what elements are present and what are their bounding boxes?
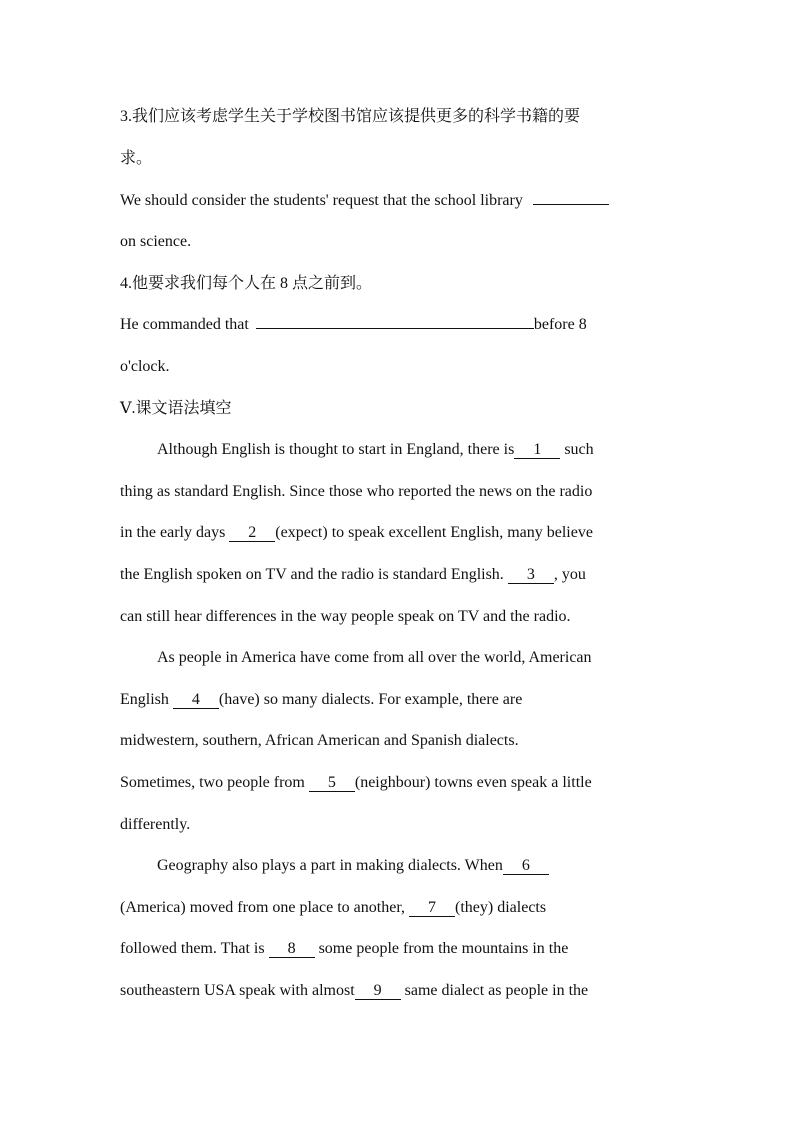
- section-title: Ⅴ.课文语法填空: [120, 400, 232, 417]
- p3-text: (they) dialects: [455, 899, 547, 916]
- p2-line5: differently.: [120, 816, 191, 833]
- p1-text: such: [560, 441, 594, 458]
- p2-line4: [120, 773, 592, 793]
- blank-8[interactable]: 8: [269, 940, 315, 958]
- p3-line4: [120, 981, 588, 1001]
- p2-text: (neighbour) towns even speak a little: [354, 774, 592, 791]
- q4-english-pre: He commanded that: [120, 316, 249, 333]
- q4-english-line1: [120, 315, 587, 335]
- q3-answer-blank[interactable]: [533, 204, 609, 205]
- q4-chinese: 4.他要求我们每个人在 8 点之前到。: [120, 275, 373, 292]
- p3-text: some people from the mountains in the: [314, 940, 569, 957]
- blank-9[interactable]: 9: [355, 982, 401, 1000]
- blank-2[interactable]: 2: [229, 524, 275, 542]
- p1-line4: [120, 565, 586, 585]
- q3-chinese-line1: 3.我们应该考虑学生关于学校图书馆应该提供更多的科学书籍的要: [120, 108, 581, 125]
- p1-text: , you: [553, 566, 586, 583]
- p1-text: in the early days: [120, 524, 230, 541]
- q4-answer-blank[interactable]: [256, 328, 534, 329]
- p3-line3: [120, 939, 568, 959]
- p2-text: Sometimes, two people from: [120, 774, 309, 791]
- p1-text: Although English is thought to start in England, there is: [157, 441, 515, 458]
- q4-english-post: before 8: [533, 316, 587, 333]
- blank-5[interactable]: 5: [309, 774, 355, 792]
- p3-line2: [120, 898, 546, 918]
- blank-6[interactable]: 6: [503, 857, 549, 875]
- p2-line1: As people in America have come from all over the world, American: [157, 649, 592, 666]
- q3-english-text: We should consider the students' request that the school library: [120, 192, 523, 209]
- p1-line2: thing as standard English. Since those who reported the news on the radio: [120, 483, 593, 500]
- p1-line3: [120, 523, 593, 543]
- blank-7[interactable]: 7: [409, 899, 455, 917]
- blank-4[interactable]: 4: [173, 691, 219, 709]
- p1-line1: [157, 440, 594, 460]
- p3-text: same dialect as people in the: [400, 982, 589, 999]
- p3-text: Geography also plays a part in making dialects. When: [157, 857, 503, 874]
- p3-text: (America) moved from one place to another,: [120, 899, 410, 916]
- p2-text: (have) so many dialects. For example, there are: [218, 691, 523, 708]
- p2-line3: midwestern, southern, African American and Spanish dialects.: [120, 732, 519, 749]
- q4-english-line2: o'clock.: [120, 358, 170, 375]
- p1-text: the English spoken on TV and the radio is standard English.: [120, 566, 508, 583]
- p3-line1: [157, 856, 549, 876]
- p3-text: followed them. That is: [120, 940, 269, 957]
- p1-line5: can still hear differences in the way people speak on TV and the radio.: [120, 608, 571, 625]
- q3-english-line2: on science.: [120, 233, 192, 250]
- q3-english-line1: [120, 191, 609, 211]
- blank-1[interactable]: 1: [514, 441, 560, 459]
- p2-text: English: [120, 691, 173, 708]
- p3-text: southeastern USA speak with almost: [120, 982, 355, 999]
- blank-3[interactable]: 3: [508, 566, 554, 584]
- p1-text: (expect) to speak excellent English, many believe: [275, 524, 593, 541]
- q3-chinese-line2: 求。: [120, 150, 153, 167]
- p2-line2: [120, 690, 522, 710]
